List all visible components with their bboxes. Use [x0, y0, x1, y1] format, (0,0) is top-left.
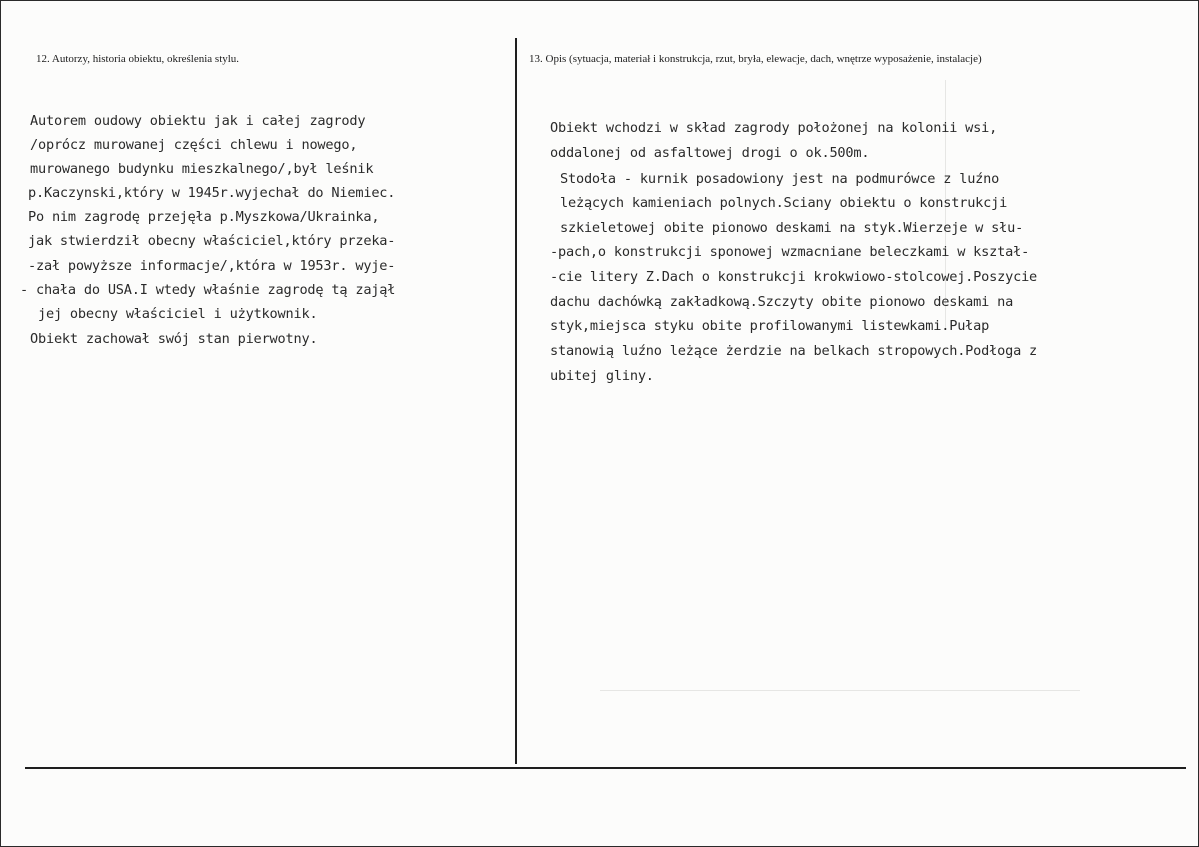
description-line: Stodoła - kurnik posadowiony jest na podmurówce z luźno: [560, 171, 1000, 187]
history-line: /oprócz murowanej części chlewu i nowego,: [30, 137, 358, 153]
section-12-header: 12. Autorzy, historia obiektu, określenia stylu.: [36, 53, 240, 65]
history-line: p.Kaczynski,który w 1945r.wyjechał do Niemiec.: [28, 185, 396, 201]
description-line: -cie litery Z.Dach o konstrukcji krokwiowo-stolcowej.Poszycie: [550, 269, 1038, 285]
description-line: styk,miejsca styku obite profilowanymi listewkami.Pułap: [550, 318, 990, 334]
description-line: Obiekt wchodzi w skład zagrody położonej na kolonii wsi,: [550, 120, 998, 136]
description-line: ubitej gliny.: [550, 368, 654, 384]
bottom-rule: [25, 767, 1186, 769]
description-line: leżących kamieniach polnych.Sciany obiektu o konstrukcji: [560, 195, 1008, 211]
history-line: Autorem oudowy obiektu jak i całej zagrody: [30, 113, 366, 129]
history-line: murowanego budynku mieszkalnego/,był leśnik: [30, 161, 374, 177]
history-line: jak stwierdził obecny właściciel,który przeka-: [28, 233, 396, 249]
history-line: Po nim zagrodę przejęła p.Myszkowa/Ukrainka,: [28, 209, 380, 225]
description-line: oddalonej od asfaltowej drogi o ok.500m.: [550, 145, 870, 161]
show-through-mark: [600, 690, 1080, 691]
history-line: - chała do USA.I wtedy właśnie zagrodę tą zajął: [20, 282, 396, 298]
history-line: jej obecny właściciel i użytkownik.: [38, 306, 318, 322]
description-line: stanowią luźno leżące żerdzie na belkach stropowych.Podłoga z: [550, 343, 1038, 359]
section-13-header: 13. Opis (sytuacja, materiał i konstrukcja, rzut, bryła, elewacje, dach, wnętrze wyposażenie, instalacje): [529, 53, 982, 65]
column-divider: [515, 38, 517, 764]
description-line: -pach,o konstrukcji sponowej wzmacniane beleczkami w kształ-: [550, 244, 1030, 260]
history-line: Obiekt zachował swój stan pierwotny.: [30, 331, 318, 347]
description-line: dachu dachówką zakładkową.Szczyty obite pionowo deskami na: [550, 294, 1014, 310]
history-line: -zał powyższe informacje/,która w 1953r. wyje-: [28, 258, 396, 274]
description-line: szkieletowej obite pionowo deskami na styk.Wierzeje w słu-: [560, 220, 1024, 236]
